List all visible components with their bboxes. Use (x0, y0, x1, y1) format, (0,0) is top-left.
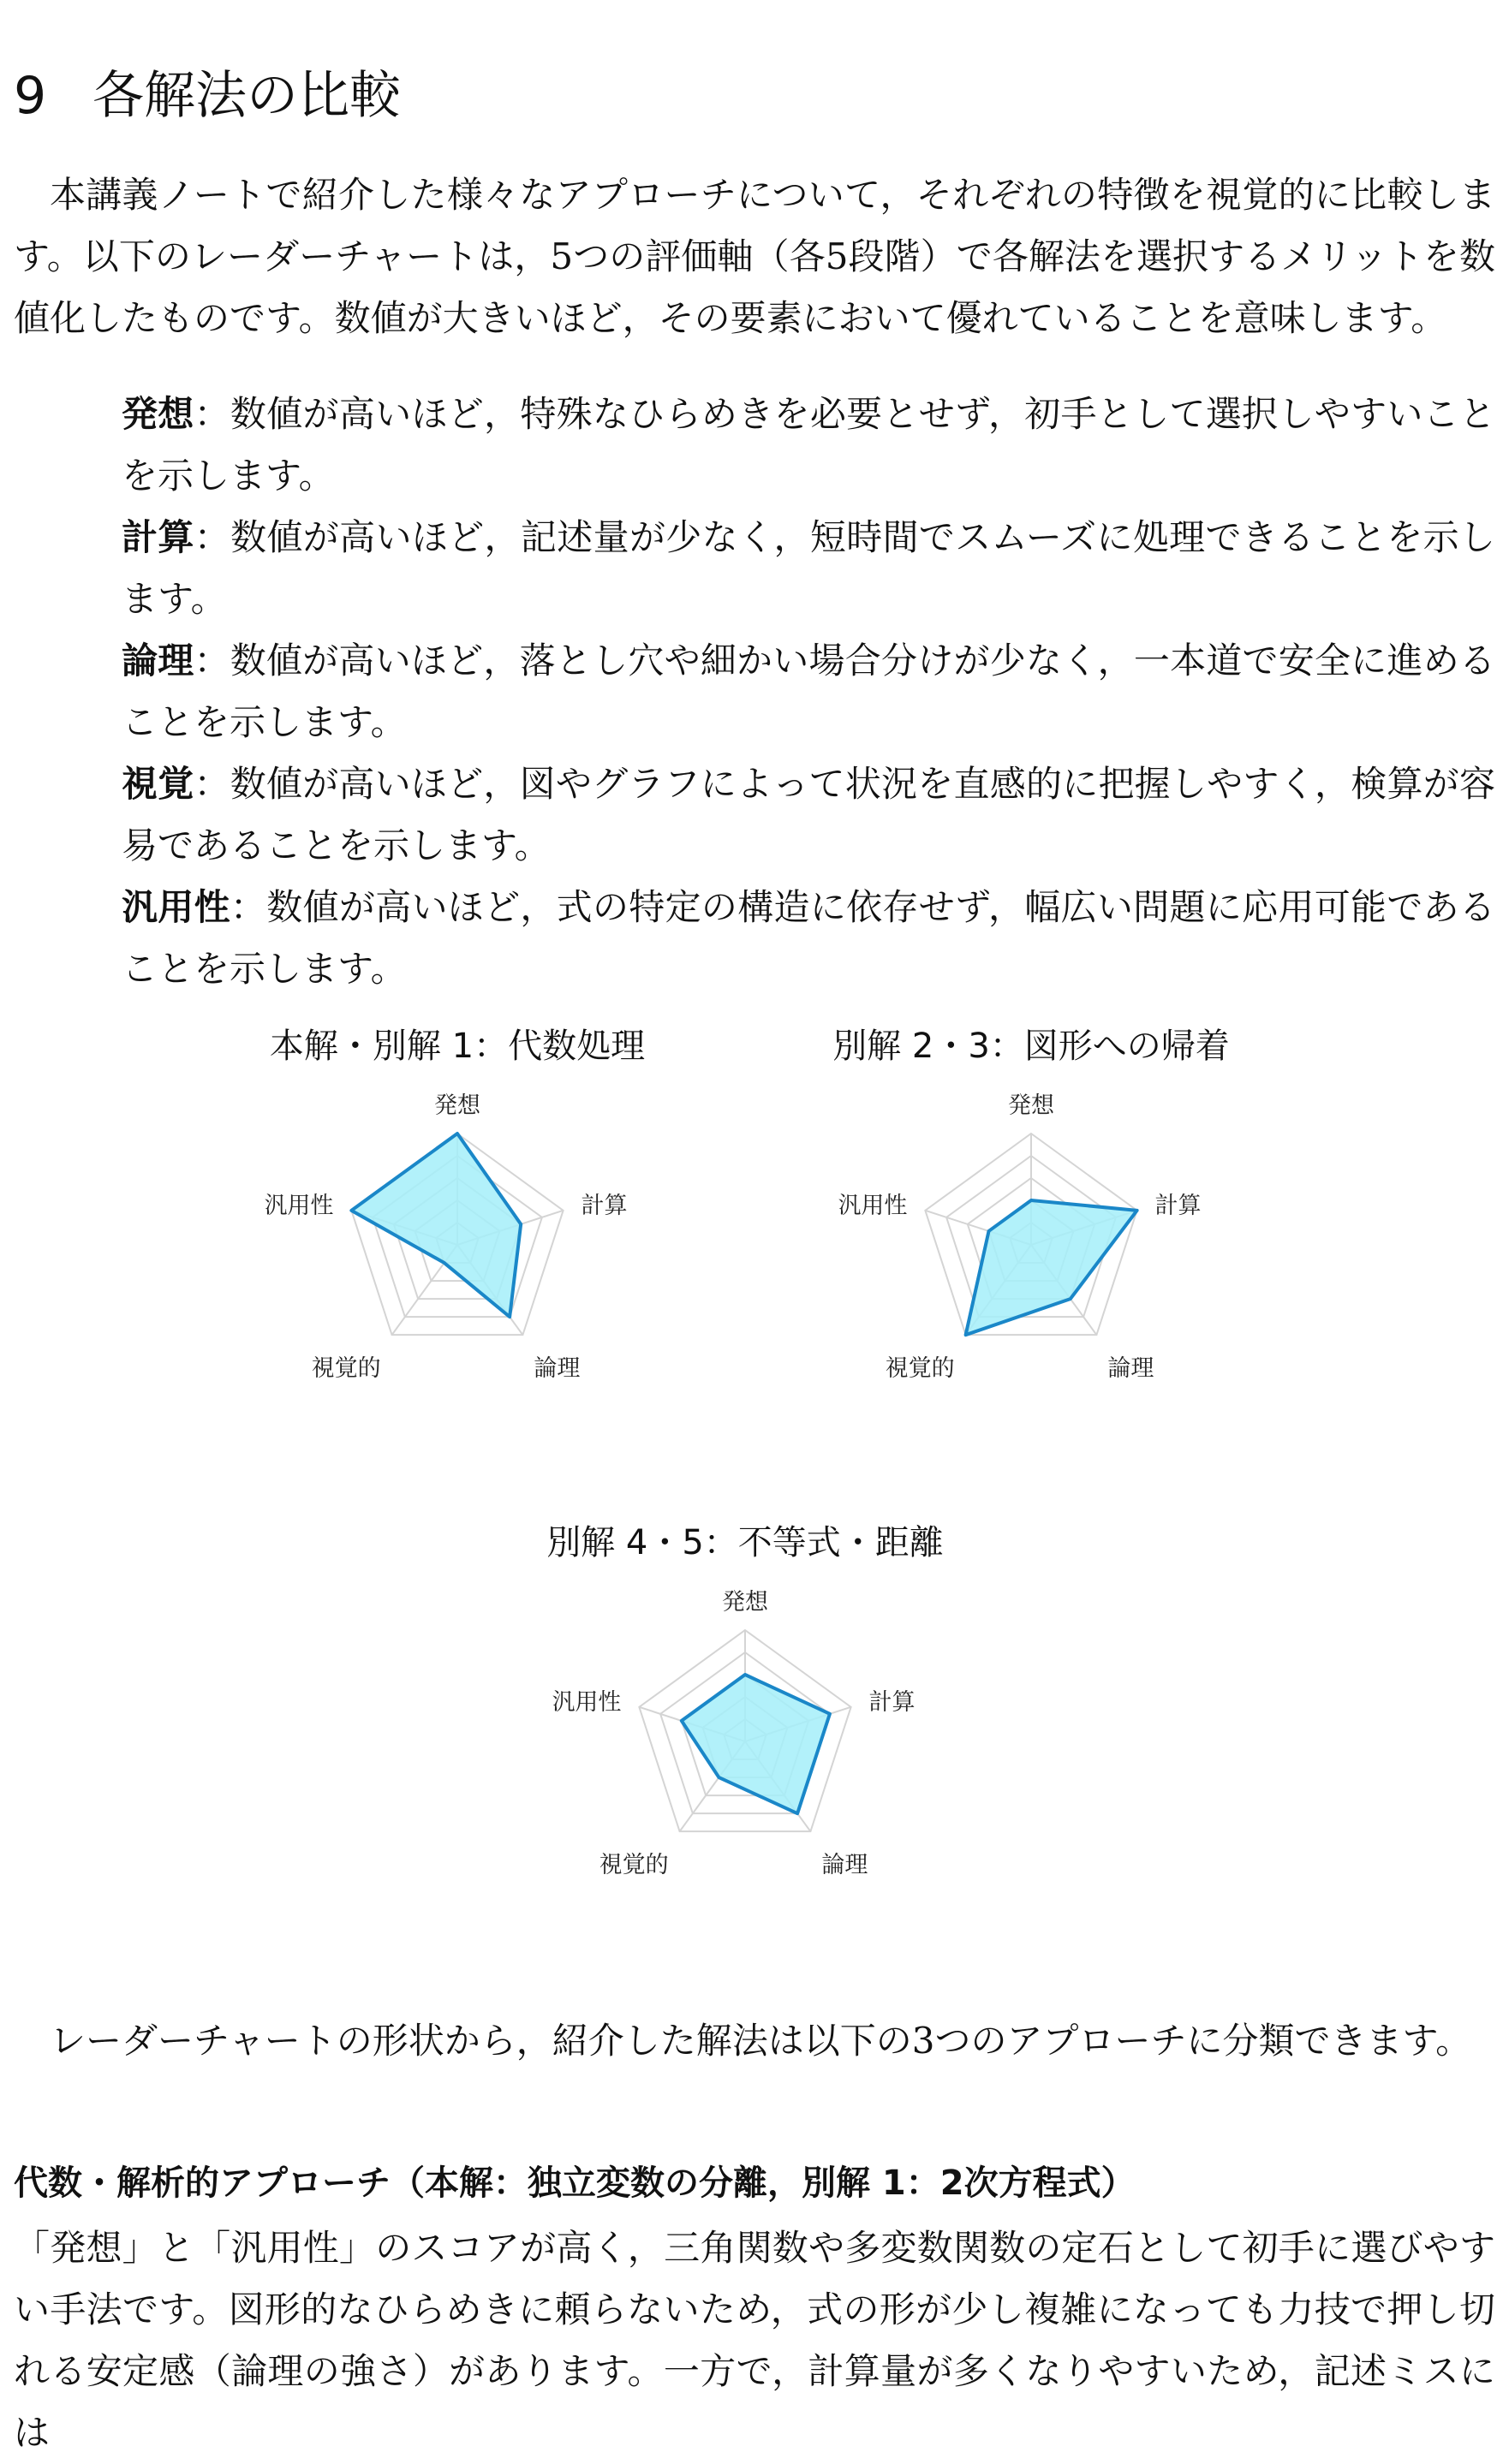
radar-chart-block-3 (488, 1519, 1002, 1921)
axis-label: 論理 (1107, 1354, 1154, 1382)
chart-title: 別解 2・3：図形への帰着 (832, 1027, 1230, 1066)
definition-term: 論理 (122, 640, 194, 681)
axis-label: 計算 (581, 1193, 628, 1220)
radar-chart-1 (200, 1082, 714, 1425)
axis-label: 汎用性 (552, 1689, 622, 1717)
definition-text: ：数値が高いほど，特殊なひらめきを必要とせず，初手として選択しやすいことを示します。 (122, 393, 1495, 497)
axis-label: 視覚的 (885, 1354, 955, 1382)
section-title: 各解法の比較 (92, 66, 401, 126)
axis-label: 汎用性 (838, 1193, 908, 1220)
axis-label: 汎用性 (264, 1193, 334, 1220)
definition-text: ：数値が高いほど，図やグラフによって状況を直感的に把握しやすく，検算が容易であることを示します。 (122, 763, 1495, 866)
summary-paragraph: レーダーチャートの形状から，紹介した解法は以下の3つのアプローチに分類できます。 (50, 2020, 1472, 2062)
axis-label: 発想 (1008, 1092, 1054, 1119)
definition-term: 汎用性 (122, 886, 230, 928)
radar-chart-3 (488, 1579, 1002, 1921)
radar-chart-block-2 (774, 1022, 1288, 1425)
axis-label: 視覚的 (311, 1354, 381, 1382)
axis-label: 発想 (722, 1589, 768, 1616)
definition-shikaku (122, 753, 1495, 877)
chart-title: 別解 4・5：不等式・距離 (546, 1523, 944, 1562)
definition-text: ：数値が高いほど，式の特定の構造に依存せず，幅広い問題に応用可能であることを示します。 (122, 886, 1495, 990)
section-number: 9 (14, 66, 47, 126)
definition-term: 発想 (122, 393, 194, 435)
definition-list (122, 384, 1495, 1000)
radar-chart-2 (774, 1082, 1288, 1425)
axis-label: 発想 (434, 1092, 480, 1119)
data-series-polygon (682, 1675, 830, 1813)
chart-title: 本解・別解 1：代数処理 (269, 1027, 646, 1066)
radar-chart-block-1 (200, 1022, 714, 1425)
section-heading (14, 62, 401, 130)
definition-hasso (122, 384, 1495, 507)
axis-label: 論理 (821, 1851, 868, 1878)
approach-paragraph: 「発想」と「汎用性」のスコアが高く，三角関数や多変数関数の定石として初手に選びやすい手法です。図形的なひらめきに頼らないため，式の形が少し複雑になっても力技で押し切れる安定感（論理の強さ）があります。一方で，計算量が多くなりやすいため，記述ミスには (14, 2227, 1495, 2454)
intro-paragraph: 本講義ノートで紹介した様々なアプローチについて，それぞれの特徴を視覚的に比較します。以下のレーダーチャートは，5つの評価軸（各5段階）で各解法を選択するメリットを数値化したものです。数値が大きいほど，その要素において優れていることを意味します。 (14, 174, 1496, 339)
definition-ronri (122, 630, 1495, 753)
definition-term: 視覚 (122, 763, 194, 805)
approach-heading: 代数・解析的アプローチ（本解：独立変数の分離，別解 1：2次方程式） (14, 2163, 1136, 2203)
axis-label: 計算 (868, 1689, 916, 1717)
axis-label: 計算 (1154, 1193, 1202, 1220)
definition-hanyousei (122, 877, 1495, 1000)
definition-term: 計算 (122, 516, 194, 558)
axis-label: 視覚的 (599, 1851, 669, 1878)
definition-text: ：数値が高いほど，落とし穴や細かい場合分けが少なく，一本道で安全に進めることを示します。 (122, 640, 1495, 743)
definition-keisan (122, 507, 1495, 630)
data-series-polygon (966, 1200, 1137, 1335)
axis-label: 論理 (534, 1354, 581, 1382)
definition-text: ：数値が高いほど，記述量が少なく，短時間でスムーズに処理できることを示します。 (122, 516, 1495, 620)
